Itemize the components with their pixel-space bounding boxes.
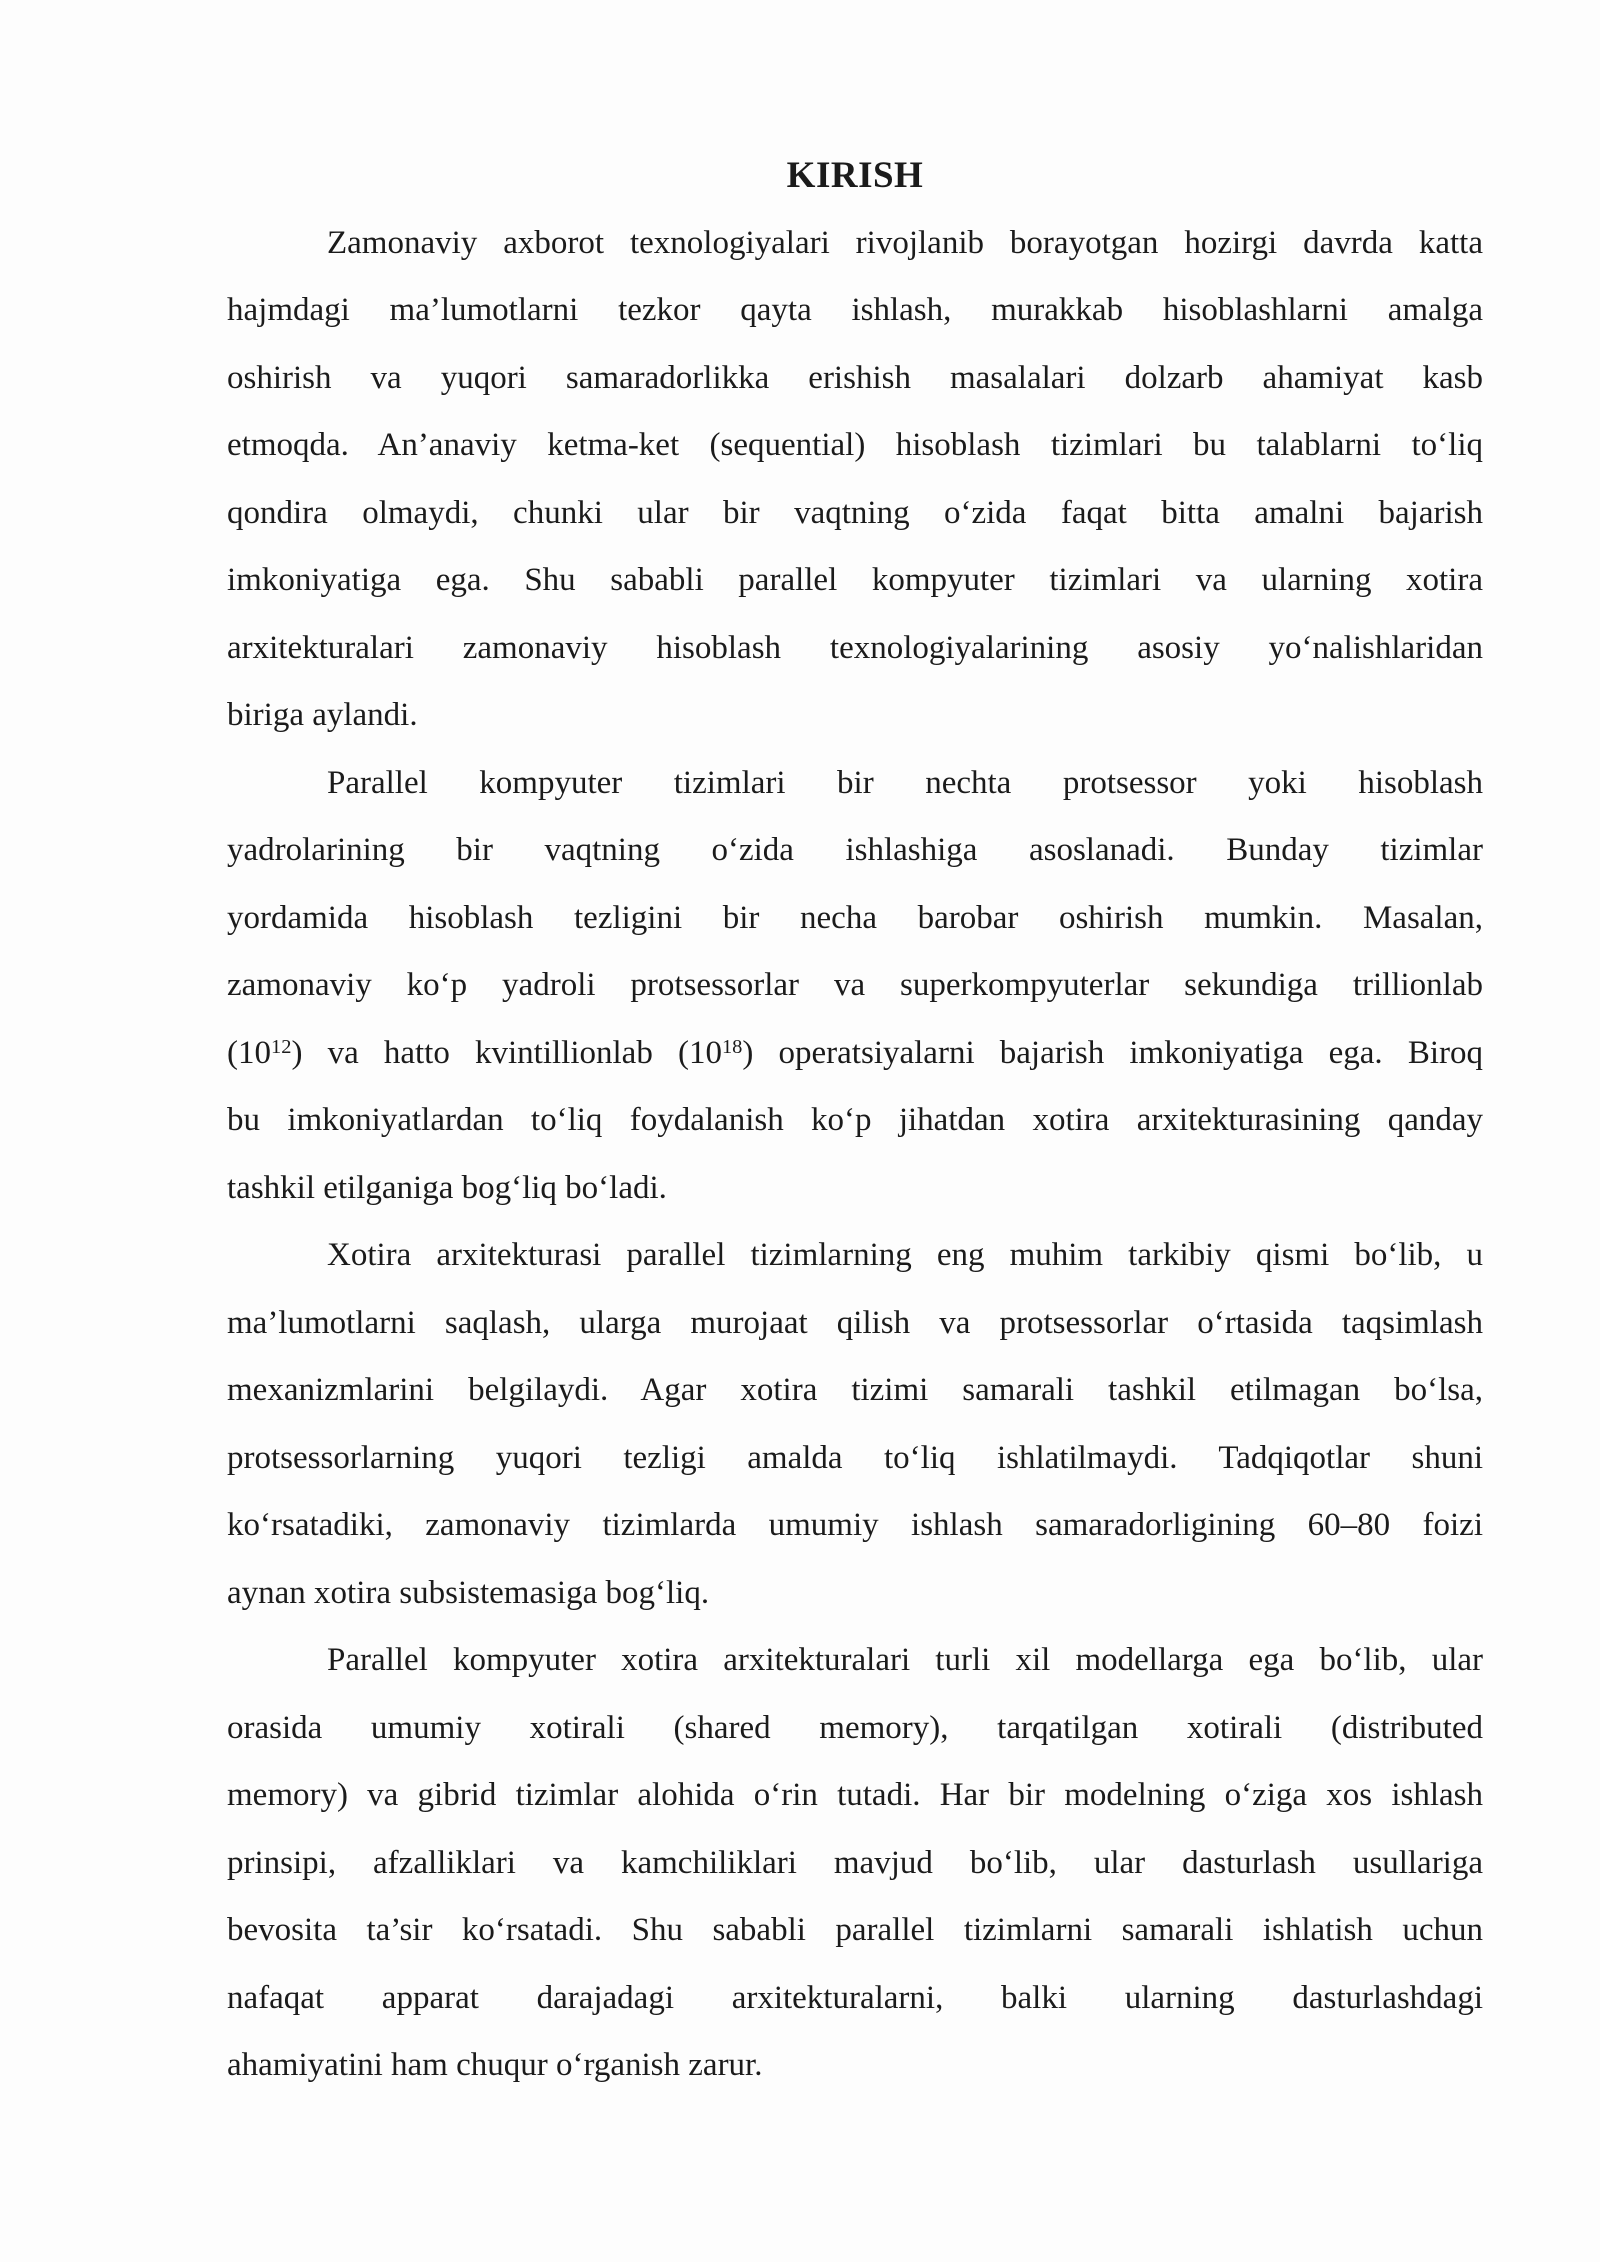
text-line: hajmdagi ma’lumotlarni tezkor qayta ishlash, murakkab hisoblashlarni amalga — [227, 292, 1483, 328]
text-line: nafaqat apparat darajadagi arxitekturalarni, balki ularning dasturlashdagi — [227, 1979, 1483, 2016]
page-title: KIRISH — [786, 155, 924, 196]
text-line: prinsipi, afzalliklari va kamchiliklari mavjud bo‘lib, ular dasturlash usullariga — [227, 1844, 1483, 1881]
paragraph — [227, 210, 1483, 750]
text-line: imkoniyatiga ega. Shu sababli parallel kompyuter tizimlari va ularning xotira — [227, 562, 1483, 598]
text-line: ma’lumotlarni saqlash, ularga murojaat qilish va protsessorlar o‘rtasida taqsimlash — [227, 1304, 1483, 1341]
paragraph — [227, 1222, 1483, 1627]
text-line: yordamida hisoblash tezligini bir necha barobar oshirish mumkin. Masalan, — [227, 899, 1483, 936]
text-line: yadrolarining bir vaqtning o‘zida ishlashiga asoslanadi. Bunday tizimlar — [227, 832, 1483, 868]
text-line: mexanizmlarini belgilaydi. Agar xotira tizimi samarali tashkil etilmagan bo‘lsa, — [227, 1372, 1483, 1408]
text-line: protsessorlarning yuqori tezligi amalda to‘liq ishlatilmaydi. Tadqiqotlar shuni — [227, 1439, 1483, 1476]
text-line: memory) va gibrid tizimlar alohida o‘rin tutadi. Har bir modelning o‘ziga xos ishlash — [227, 1777, 1483, 1813]
paragraph — [227, 1627, 1483, 2100]
text-line: bu imkoniyatlardan to‘liq foydalanish ko‘p jihatdan xotira arxitekturasining qanday — [227, 1102, 1483, 1138]
text-line: Parallel kompyuter xotira arxitekturalari turli xil modellarga ega bo‘lib, ular — [327, 1642, 1483, 1678]
text-line: aynan xotira subsistemasiga bog‘liq. — [227, 1574, 710, 1611]
text-line: biriga aylandi. — [227, 697, 418, 733]
text-line: Zamonaviy axborot texnologiyalari rivojlanib borayotgan hozirgi davrda katta — [327, 224, 1483, 261]
document-content — [227, 142, 1483, 2100]
text-line: Parallel kompyuter tizimlari bir nechta protsessor yoki hisoblash — [327, 764, 1483, 801]
document-body — [227, 210, 1483, 2100]
text-line: arxitekturalari zamonaviy hisoblash texnologiyalarining asosiy yo‘nalishlaridan — [227, 629, 1483, 666]
text-line: zamonaviy ko‘p yadroli protsessorlar va superkompyuterlar sekundiga trillionlab — [227, 967, 1483, 1003]
text-line: Xotira arxitekturasi parallel tizimlarning eng muhim tarkibiy qismi bo‘lib, u — [327, 1237, 1483, 1273]
text-line: ahamiyatini ham chuqur o‘rganish zarur. — [227, 2047, 763, 2083]
text-line: qondira olmaydi, chunki ular bir vaqtning o‘zida faqat bitta amalni bajarish — [227, 494, 1483, 531]
text-line: oshirish va yuqori samaradorlikka erishish masalalari dolzarb ahamiyat kasb — [227, 359, 1483, 396]
text-line: tashkil etilganiga bog‘liq bo‘ladi. — [227, 1169, 667, 1206]
paragraph — [227, 750, 1483, 1223]
text-line: etmoqda. An’anaviy ketma-ket (sequential) hisoblash tizimlari bu talablarni to‘liq — [227, 427, 1483, 463]
text-line: orasida umumiy xotirali (shared memory), tarqatilgan xotirali (distributed — [227, 1709, 1483, 1746]
text-line: bevosita ta’sir ko‘rsatadi. Shu sababli parallel tizimlarni samarali ishlatish uchun — [227, 1912, 1483, 1948]
text-line: $(10^{12})$ va hatto kvintillionlab $(10^{18})$ operatsiyalarni bajarish imkoniyatiga ega. Biroq — [227, 1034, 1483, 1071]
text-line: ko‘rsatadiki, zamonaviy tizimlarda umumiy ishlash samaradorligining 60–80 foizi — [227, 1507, 1483, 1543]
